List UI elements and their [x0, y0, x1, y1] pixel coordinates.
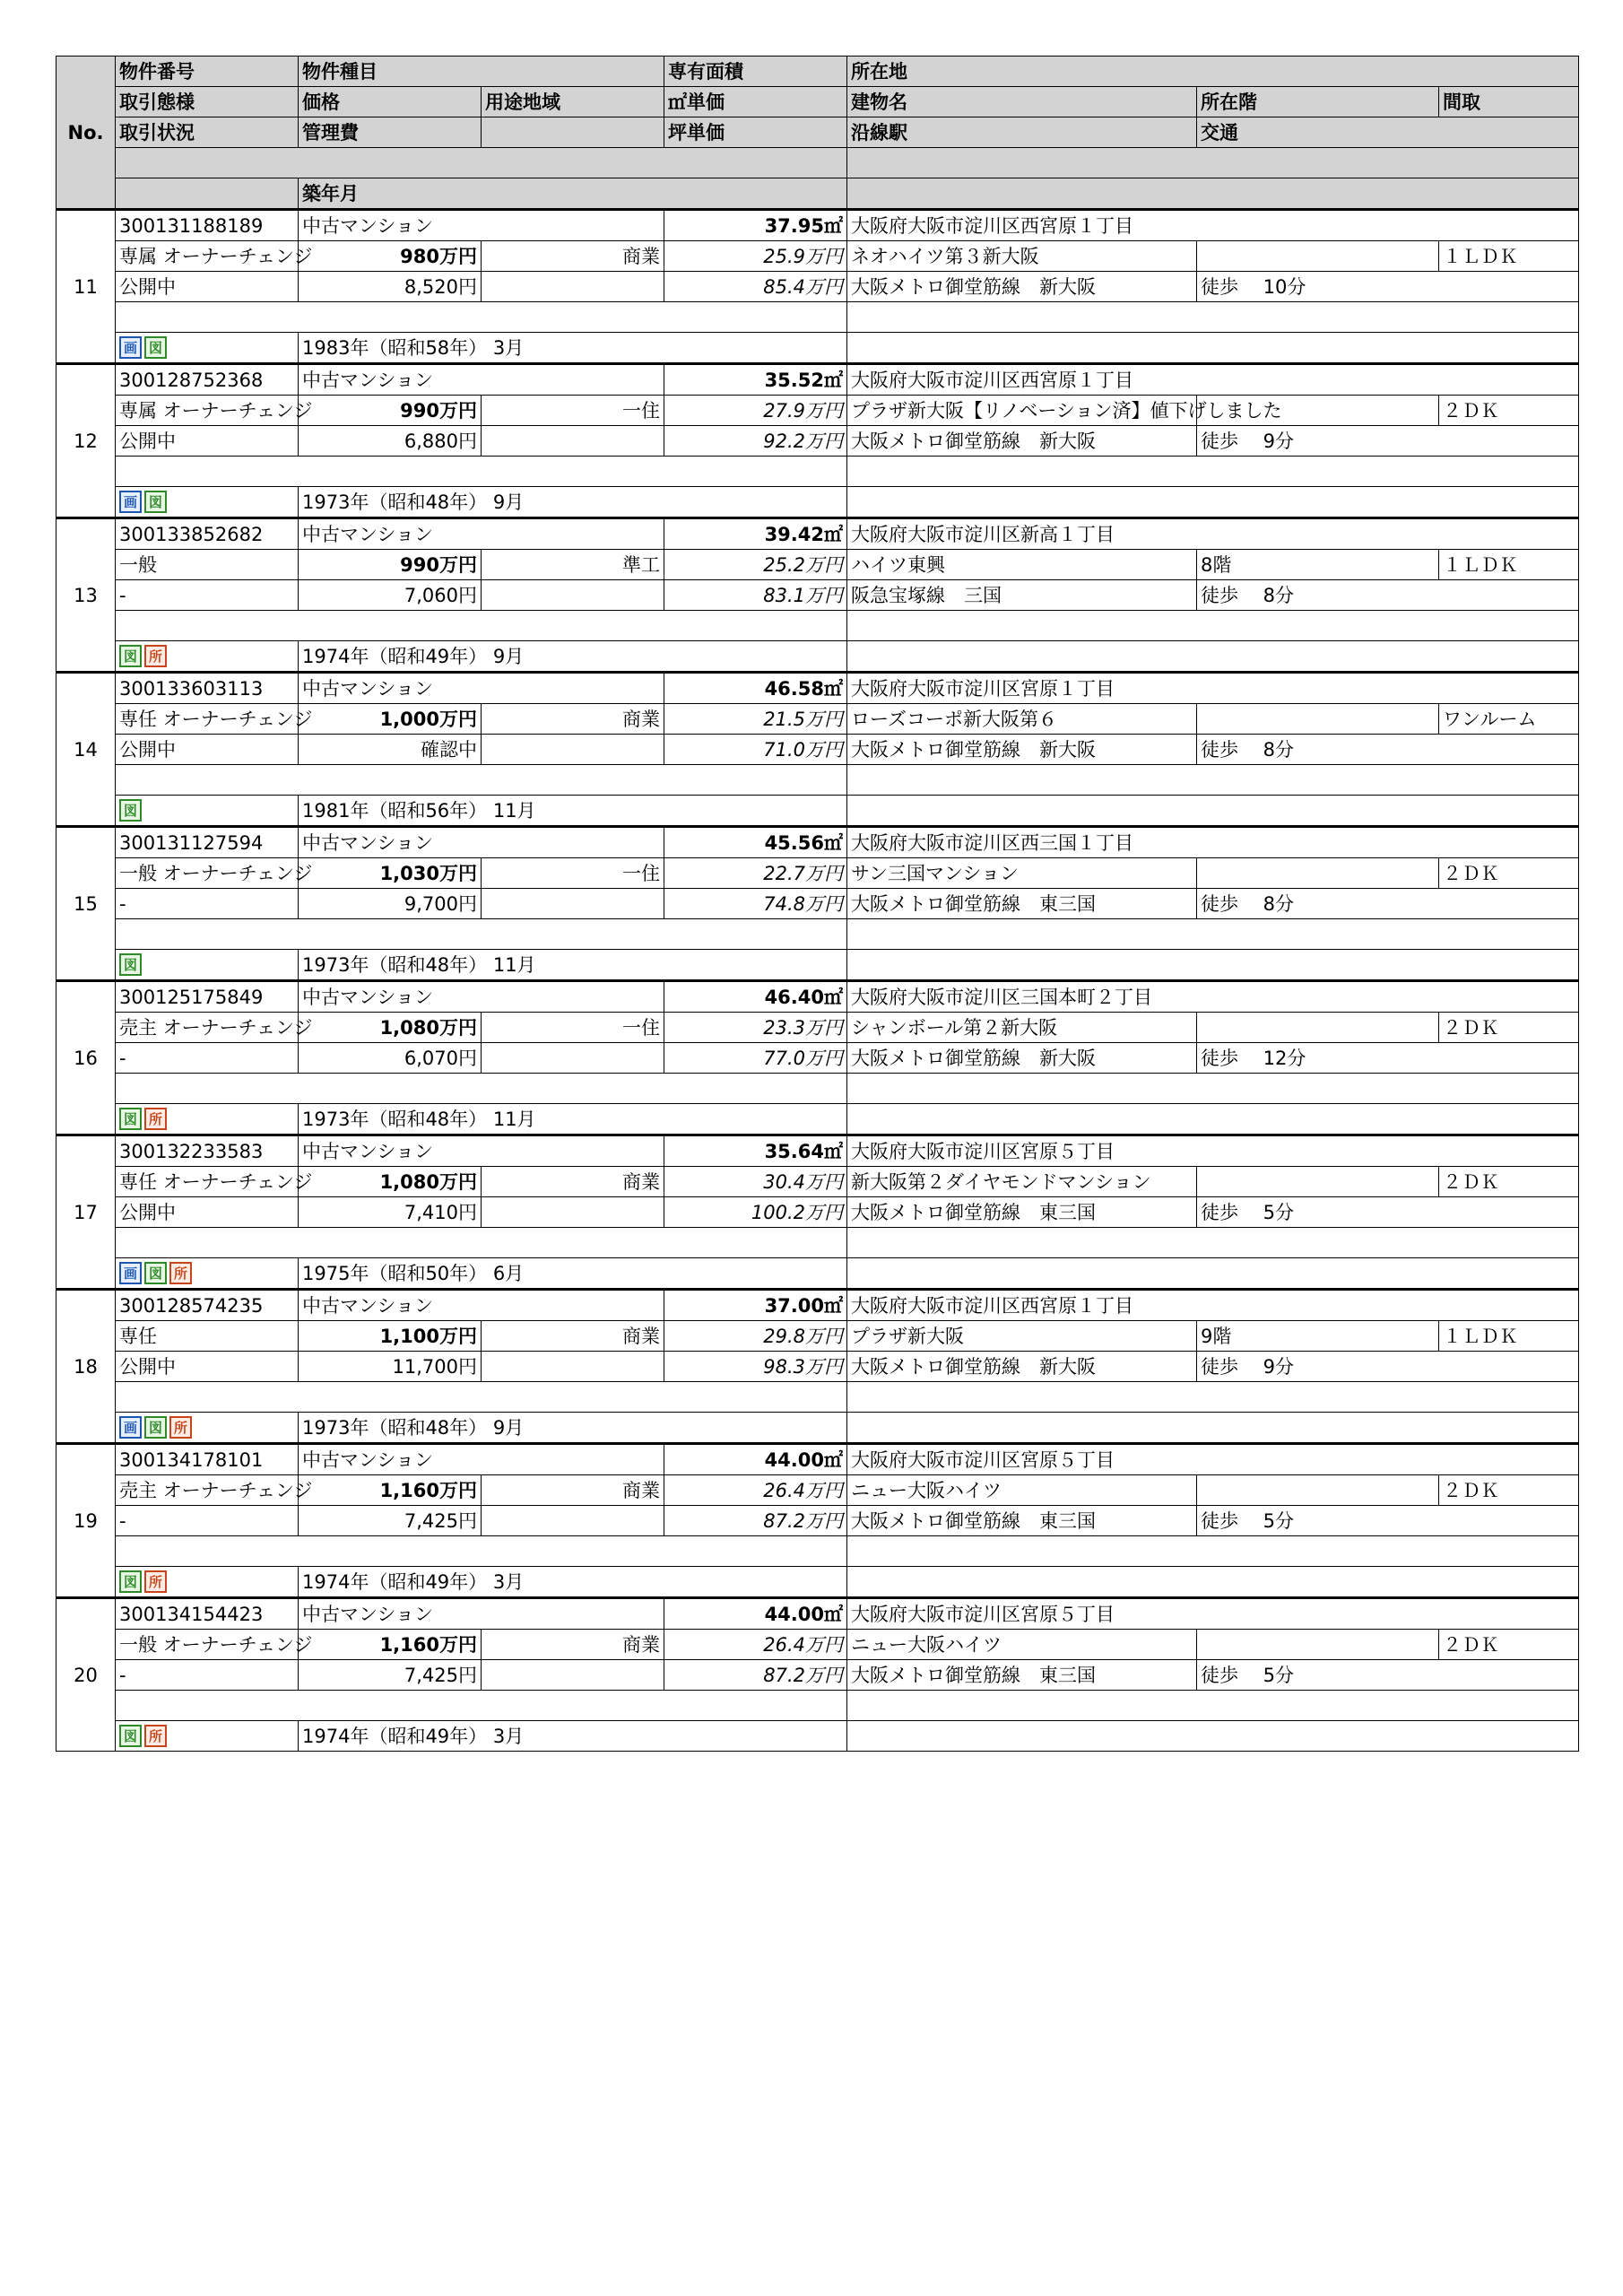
- deal-type: 専任 オーナーチェンジ: [116, 1167, 299, 1197]
- floor: [1197, 241, 1439, 272]
- record-no: 19: [56, 1444, 116, 1598]
- plan-icon[interactable]: 図: [119, 1725, 142, 1747]
- price: 1,080万円: [299, 1167, 482, 1197]
- zoning: 商業: [482, 241, 664, 272]
- deal-type: 一般 オーナーチェンジ: [116, 1630, 299, 1660]
- blank-cell: [847, 765, 1579, 796]
- property-id[interactable]: 300125175849: [116, 981, 299, 1013]
- media-icons: [116, 950, 299, 981]
- header-deal-status: 取引状況: [116, 117, 299, 148]
- layout: ２ＤＫ: [1439, 396, 1579, 426]
- blank-cell: [482, 580, 664, 611]
- building-name: サン三国マンション: [847, 858, 1197, 889]
- mgmt-fee: 7,060円: [299, 580, 482, 611]
- property-record: [56, 1135, 1579, 1290]
- property-id[interactable]: 300133603113: [116, 673, 299, 704]
- property-record: [56, 518, 1579, 673]
- property-area: 37.00㎡: [664, 1290, 847, 1321]
- record-no: 20: [56, 1598, 116, 1752]
- header-floor: 所在階: [1197, 87, 1439, 117]
- blank-cell: [847, 1074, 1579, 1104]
- unit-price-m2: 25.9万円: [664, 241, 847, 272]
- header-blank: [116, 178, 299, 210]
- blank-cell: [847, 1691, 1579, 1721]
- zoning: 一住: [482, 1013, 664, 1043]
- deal-type: 一般: [116, 550, 299, 580]
- blank-cell: [482, 1660, 664, 1691]
- blank-cell: [847, 1721, 1579, 1752]
- unit-price-tsubo: 85.4万円: [664, 272, 847, 302]
- deal-status: 公開中: [116, 426, 299, 457]
- price: 980万円: [299, 241, 482, 272]
- header-no: No.: [56, 57, 116, 210]
- property-area: 35.52㎡: [664, 364, 847, 396]
- photo-icon[interactable]: 画: [119, 491, 142, 513]
- price: 1,000万円: [299, 704, 482, 735]
- table-header: [56, 57, 1579, 210]
- header-line-station: 沿線駅: [847, 117, 1197, 148]
- line-station: 大阪メトロ御堂筋線 東三国: [847, 889, 1197, 919]
- zoning: 商業: [482, 1475, 664, 1506]
- plan-icon[interactable]: 図: [144, 1416, 167, 1439]
- unit-price-tsubo: 71.0万円: [664, 735, 847, 765]
- blank-cell: [847, 1258, 1579, 1290]
- photo-icon[interactable]: 画: [119, 1416, 142, 1439]
- blank-cell: [482, 426, 664, 457]
- access-walk: 徒歩 8分: [1197, 889, 1579, 919]
- property-record: [56, 1598, 1579, 1752]
- line-station: 大阪メトロ御堂筋線 新大阪: [847, 272, 1197, 302]
- building-name: ハイツ東興: [847, 550, 1197, 580]
- line-station: 阪急宝塚線 三国: [847, 580, 1197, 611]
- plan-icon[interactable]: 図: [144, 491, 167, 513]
- deal-status: 公開中: [116, 1197, 299, 1228]
- unit-price-m2: 26.4万円: [664, 1630, 847, 1660]
- built-date: 1973年（昭和48年） 9月: [299, 1413, 847, 1444]
- blank-cell: [116, 302, 847, 333]
- floor: 8階: [1197, 550, 1439, 580]
- unit-price-m2: 21.5万円: [664, 704, 847, 735]
- blank-cell: [847, 333, 1579, 364]
- property-area: 44.00㎡: [664, 1598, 847, 1630]
- property-record: [56, 1290, 1579, 1444]
- floor: 9階: [1197, 1321, 1439, 1352]
- built-date: 1974年（昭和49年） 9月: [299, 641, 847, 673]
- layout: ２ＤＫ: [1439, 1013, 1579, 1043]
- mgmt-fee: 11,700円: [299, 1352, 482, 1382]
- unit-price-tsubo: 92.2万円: [664, 426, 847, 457]
- property-address: 大阪府大阪市淀川区西三国１丁目: [847, 827, 1579, 858]
- header-address: 所在地: [847, 57, 1579, 87]
- header-area: 専有面積: [664, 57, 847, 87]
- property-record: [56, 210, 1579, 364]
- line-station: 大阪メトロ御堂筋線 東三国: [847, 1506, 1197, 1536]
- zoning: 商業: [482, 1321, 664, 1352]
- access-walk: 徒歩 5分: [1197, 1660, 1579, 1691]
- record-no: 16: [56, 981, 116, 1135]
- plan-icon[interactable]: 図: [119, 1570, 142, 1593]
- blank-cell: [847, 641, 1579, 673]
- layout: ２ＤＫ: [1439, 1167, 1579, 1197]
- zoning: 商業: [482, 1630, 664, 1660]
- property-type: 中古マンション: [299, 673, 664, 704]
- zoning: 準工: [482, 550, 664, 580]
- blank-cell: [482, 1043, 664, 1074]
- map-icon[interactable]: 所: [144, 1570, 167, 1593]
- deal-status: -: [116, 889, 299, 919]
- media-icons: [116, 1413, 299, 1444]
- blank-cell: [847, 1536, 1579, 1567]
- zoning: 一住: [482, 858, 664, 889]
- record-no: 18: [56, 1290, 116, 1444]
- header-mgmt-fee: 管理費: [299, 117, 482, 148]
- line-station: 大阪メトロ御堂筋線 新大阪: [847, 1043, 1197, 1074]
- property-address: 大阪府大阪市淀川区宮原５丁目: [847, 1598, 1579, 1630]
- line-station: 大阪メトロ御堂筋線 新大阪: [847, 1352, 1197, 1382]
- blank-cell: [116, 1691, 847, 1721]
- header-blank: [482, 117, 664, 148]
- property-type: 中古マンション: [299, 981, 664, 1013]
- built-date: 1973年（昭和48年） 11月: [299, 1104, 847, 1135]
- access-walk: 徒歩 8分: [1197, 580, 1579, 611]
- layout: ２ＤＫ: [1439, 1630, 1579, 1660]
- price: 1,080万円: [299, 1013, 482, 1043]
- blank-cell: [116, 1536, 847, 1567]
- layout: ２ＤＫ: [1439, 1475, 1579, 1506]
- map-icon[interactable]: 所: [169, 1262, 192, 1284]
- deal-type: 売主 オーナーチェンジ: [116, 1475, 299, 1506]
- blank-cell: [482, 889, 664, 919]
- photo-icon[interactable]: 画: [119, 336, 142, 359]
- building-name: ネオハイツ第３新大阪: [847, 241, 1197, 272]
- unit-price-tsubo: 98.3万円: [664, 1352, 847, 1382]
- building-name: プラザ新大阪【リノベーション済】値下げしました: [847, 396, 1197, 426]
- property-id[interactable]: 300131127594: [116, 827, 299, 858]
- price: 1,160万円: [299, 1630, 482, 1660]
- property-area: 46.40㎡: [664, 981, 847, 1013]
- built-date: 1975年（昭和50年） 6月: [299, 1258, 847, 1290]
- property-id[interactable]: 300128574235: [116, 1290, 299, 1321]
- property-type: 中古マンション: [299, 1135, 664, 1167]
- built-date: 1974年（昭和49年） 3月: [299, 1721, 847, 1752]
- header-deal-type: 取引態様: [116, 87, 299, 117]
- deal-status: -: [116, 580, 299, 611]
- blank-cell: [847, 950, 1579, 981]
- property-id[interactable]: 300132233583: [116, 1135, 299, 1167]
- building-name: プラザ新大阪: [847, 1321, 1197, 1352]
- header-property-no: 物件番号: [116, 57, 299, 87]
- unit-price-m2: 25.2万円: [664, 550, 847, 580]
- unit-price-tsubo: 77.0万円: [664, 1043, 847, 1074]
- blank-cell: [847, 302, 1579, 333]
- unit-price-tsubo: 87.2万円: [664, 1506, 847, 1536]
- record-no: 11: [56, 210, 116, 364]
- record-no: 17: [56, 1135, 116, 1290]
- unit-price-m2: 29.8万円: [664, 1321, 847, 1352]
- mgmt-fee: 7,410円: [299, 1197, 482, 1228]
- header-zoning: 用途地域: [482, 87, 664, 117]
- unit-price-m2: 23.3万円: [664, 1013, 847, 1043]
- blank-cell: [847, 457, 1579, 487]
- layout: １ＬＤＫ: [1439, 1321, 1579, 1352]
- blank-cell: [847, 1104, 1579, 1135]
- blank-cell: [847, 1228, 1579, 1258]
- property-type: 中古マンション: [299, 1290, 664, 1321]
- header-built: 築年月: [299, 178, 847, 210]
- floor: [1197, 1013, 1439, 1043]
- deal-status: 公開中: [116, 735, 299, 765]
- property-address: 大阪府大阪市淀川区宮原５丁目: [847, 1444, 1579, 1475]
- property-address: 大阪府大阪市淀川区宮原１丁目: [847, 673, 1579, 704]
- price: 990万円: [299, 550, 482, 580]
- property-address: 大阪府大阪市淀川区西宮原１丁目: [847, 364, 1579, 396]
- access-walk: 徒歩 10分: [1197, 272, 1579, 302]
- building-name: ニュー大阪ハイツ: [847, 1475, 1197, 1506]
- layout: ２ＤＫ: [1439, 858, 1579, 889]
- deal-status: -: [116, 1506, 299, 1536]
- mgmt-fee: 8,520円: [299, 272, 482, 302]
- property-record: [56, 1444, 1579, 1598]
- line-station: 大阪メトロ御堂筋線 新大阪: [847, 735, 1197, 765]
- blank-cell: [482, 1197, 664, 1228]
- property-type: 中古マンション: [299, 518, 664, 550]
- building-name: 新大阪第２ダイヤモンドマンション: [847, 1167, 1197, 1197]
- blank-cell: [847, 796, 1579, 827]
- mgmt-fee: 7,425円: [299, 1506, 482, 1536]
- plan-icon[interactable]: 図: [144, 1262, 167, 1284]
- header-blank: [116, 148, 847, 178]
- blank-cell: [116, 1228, 847, 1258]
- property-id[interactable]: 300134178101: [116, 1444, 299, 1475]
- access-walk: 徒歩 9分: [1197, 426, 1579, 457]
- zoning: 一住: [482, 396, 664, 426]
- access-walk: 徒歩 9分: [1197, 1352, 1579, 1382]
- blank-cell: [847, 1413, 1579, 1444]
- property-address: 大阪府大阪市淀川区三国本町２丁目: [847, 981, 1579, 1013]
- property-type: 中古マンション: [299, 1598, 664, 1630]
- plan-icon[interactable]: 図: [144, 336, 167, 359]
- floor: [1197, 1630, 1439, 1660]
- blank-cell: [847, 919, 1579, 950]
- deal-status: -: [116, 1043, 299, 1074]
- unit-price-m2: 30.4万円: [664, 1167, 847, 1197]
- deal-type: 専任: [116, 1321, 299, 1352]
- deal-type: 専任 オーナーチェンジ: [116, 704, 299, 735]
- price: 1,030万円: [299, 858, 482, 889]
- unit-price-m2: 26.4万円: [664, 1475, 847, 1506]
- deal-status: 公開中: [116, 1352, 299, 1382]
- header-access: 交通: [1197, 117, 1579, 148]
- property-id[interactable]: 300128752368: [116, 364, 299, 396]
- access-walk: 徒歩 8分: [1197, 735, 1579, 765]
- deal-status: 公開中: [116, 272, 299, 302]
- line-station: 大阪メトロ御堂筋線 東三国: [847, 1197, 1197, 1228]
- mgmt-fee: 9,700円: [299, 889, 482, 919]
- layout: ワンルーム: [1439, 704, 1579, 735]
- property-record: [56, 364, 1579, 518]
- blank-cell: [847, 611, 1579, 641]
- blank-cell: [116, 765, 847, 796]
- header-unit-price-m2: ㎡単価: [664, 87, 847, 117]
- blank-cell: [116, 611, 847, 641]
- property-area: 46.58㎡: [664, 673, 847, 704]
- media-icons: [116, 1258, 299, 1290]
- deal-type: 一般 オーナーチェンジ: [116, 858, 299, 889]
- deal-type: 売主 オーナーチェンジ: [116, 1013, 299, 1043]
- header-layout: 間取: [1439, 87, 1579, 117]
- access-walk: 徒歩 5分: [1197, 1506, 1579, 1536]
- media-icons: [116, 796, 299, 827]
- zoning: 商業: [482, 1167, 664, 1197]
- header-price: 価格: [299, 87, 482, 117]
- property-address: 大阪府大阪市淀川区宮原５丁目: [847, 1135, 1579, 1167]
- building-name: ローズコーポ新大阪第６: [847, 704, 1197, 735]
- blank-cell: [847, 1567, 1579, 1598]
- map-icon[interactable]: 所: [144, 645, 167, 667]
- property-type: 中古マンション: [299, 364, 664, 396]
- blank-cell: [482, 1506, 664, 1536]
- media-icons: [116, 1721, 299, 1752]
- deal-type: 専属 オーナーチェンジ: [116, 396, 299, 426]
- property-area: 44.00㎡: [664, 1444, 847, 1475]
- price: 990万円: [299, 396, 482, 426]
- building-name: シャンボール第２新大阪: [847, 1013, 1197, 1043]
- line-station: 大阪メトロ御堂筋線 新大阪: [847, 426, 1197, 457]
- property-address: 大阪府大阪市淀川区新高１丁目: [847, 518, 1579, 550]
- blank-cell: [116, 457, 847, 487]
- price: 1,100万円: [299, 1321, 482, 1352]
- blank-cell: [482, 272, 664, 302]
- record-no: 12: [56, 364, 116, 518]
- property-type: 中古マンション: [299, 827, 664, 858]
- property-record: [56, 673, 1579, 827]
- property-listing-table: [56, 56, 1579, 1752]
- floor: [1197, 858, 1439, 889]
- unit-price-m2: 27.9万円: [664, 396, 847, 426]
- plan-icon[interactable]: 図: [119, 1108, 142, 1130]
- record-no: 13: [56, 518, 116, 673]
- header-building: 建物名: [847, 87, 1197, 117]
- map-icon[interactable]: 所: [144, 1725, 167, 1747]
- unit-price-tsubo: 74.8万円: [664, 889, 847, 919]
- plan-icon[interactable]: 図: [119, 645, 142, 667]
- media-icons: [116, 333, 299, 364]
- blank-cell: [116, 1382, 847, 1413]
- floor: [1197, 704, 1439, 735]
- plan-icon[interactable]: 図: [119, 799, 142, 822]
- price: 1,160万円: [299, 1475, 482, 1506]
- built-date: 1981年（昭和56年） 11月: [299, 796, 847, 827]
- floor: [1197, 1167, 1439, 1197]
- property-area: 39.42㎡: [664, 518, 847, 550]
- media-icons: [116, 1104, 299, 1135]
- property-area: 45.56㎡: [664, 827, 847, 858]
- property-id[interactable]: 300133852682: [116, 518, 299, 550]
- blank-cell: [482, 735, 664, 765]
- unit-price-m2: 22.7万円: [664, 858, 847, 889]
- plan-icon[interactable]: 図: [119, 953, 142, 976]
- property-record: [56, 827, 1579, 981]
- built-date: 1974年（昭和49年） 3月: [299, 1567, 847, 1598]
- mgmt-fee: 6,070円: [299, 1043, 482, 1074]
- property-type: 中古マンション: [299, 1444, 664, 1475]
- built-date: 1973年（昭和48年） 9月: [299, 487, 847, 518]
- access-walk: 徒歩 12分: [1197, 1043, 1579, 1074]
- header-blank: [847, 148, 1579, 178]
- map-icon[interactable]: 所: [169, 1416, 192, 1439]
- property-record: [56, 981, 1579, 1135]
- header-unit-price-tsubo: 坪単価: [664, 117, 847, 148]
- header-property-type: 物件種目: [299, 57, 664, 87]
- unit-price-tsubo: 83.1万円: [664, 580, 847, 611]
- deal-type: 専属 オーナーチェンジ: [116, 241, 299, 272]
- property-area: 37.95㎡: [664, 210, 847, 241]
- built-date: 1983年（昭和58年） 3月: [299, 333, 847, 364]
- zoning: 商業: [482, 704, 664, 735]
- blank-cell: [482, 1352, 664, 1382]
- mgmt-fee: 7,425円: [299, 1660, 482, 1691]
- header-blank: [847, 178, 1579, 210]
- photo-icon[interactable]: 画: [119, 1262, 142, 1284]
- access-walk: 徒歩 5分: [1197, 1197, 1579, 1228]
- property-type: 中古マンション: [299, 210, 664, 241]
- blank-cell: [847, 1382, 1579, 1413]
- building-name: ニュー大阪ハイツ: [847, 1630, 1197, 1660]
- record-no: 14: [56, 673, 116, 827]
- property-address: 大阪府大阪市淀川区西宮原１丁目: [847, 1290, 1579, 1321]
- line-station: 大阪メトロ御堂筋線 東三国: [847, 1660, 1197, 1691]
- media-icons: [116, 487, 299, 518]
- record-no: 15: [56, 827, 116, 981]
- property-area: 35.64㎡: [664, 1135, 847, 1167]
- blank-cell: [116, 919, 847, 950]
- media-icons: [116, 1567, 299, 1598]
- blank-cell: [116, 1074, 847, 1104]
- blank-cell: [847, 487, 1579, 518]
- mgmt-fee: 6,880円: [299, 426, 482, 457]
- deal-status: -: [116, 1660, 299, 1691]
- property-id[interactable]: 300134154423: [116, 1598, 299, 1630]
- media-icons: [116, 641, 299, 673]
- unit-price-tsubo: 87.2万円: [664, 1660, 847, 1691]
- layout: １ＬＤＫ: [1439, 550, 1579, 580]
- built-date: 1973年（昭和48年） 11月: [299, 950, 847, 981]
- floor: [1197, 1475, 1439, 1506]
- property-address: 大阪府大阪市淀川区西宮原１丁目: [847, 210, 1579, 241]
- mgmt-fee: 確認中: [299, 735, 482, 765]
- map-icon[interactable]: 所: [144, 1108, 167, 1130]
- unit-price-tsubo: 100.2万円: [664, 1197, 847, 1228]
- layout: １ＬＤＫ: [1439, 241, 1579, 272]
- property-id[interactable]: 300131188189: [116, 210, 299, 241]
